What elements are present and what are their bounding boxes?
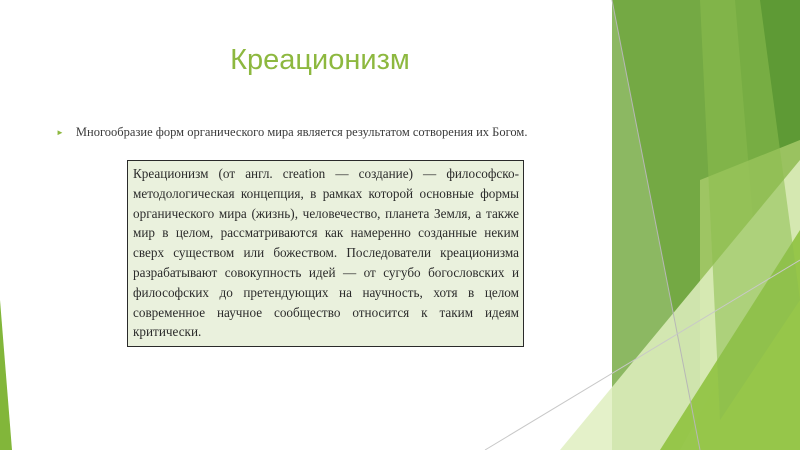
bullet-text: Многообразие форм органического мира является результатом сотворения их Богом.	[75, 125, 528, 139]
bullet-arrow-icon: ►	[56, 127, 64, 137]
slide-title: Креационизм	[230, 44, 410, 76]
definition-box: Креационизм (от англ. creation — создание) — философско-методологическая концепция, в рамках которой основные формы органического мира (жизнь), человечество, планета Земля, а также мир в целом, рассматриваются как намеренно созданные неким сверх существом или божеством. Последователи креационизма разрабатывают совокупность идей — от сугубо богословских и философских до претендующих на научность, хотя в целом современное научное сообщество относится к таким идеям критически.	[127, 160, 524, 347]
left-green-strip	[0, 300, 12, 450]
bullet-item	[56, 125, 527, 140]
